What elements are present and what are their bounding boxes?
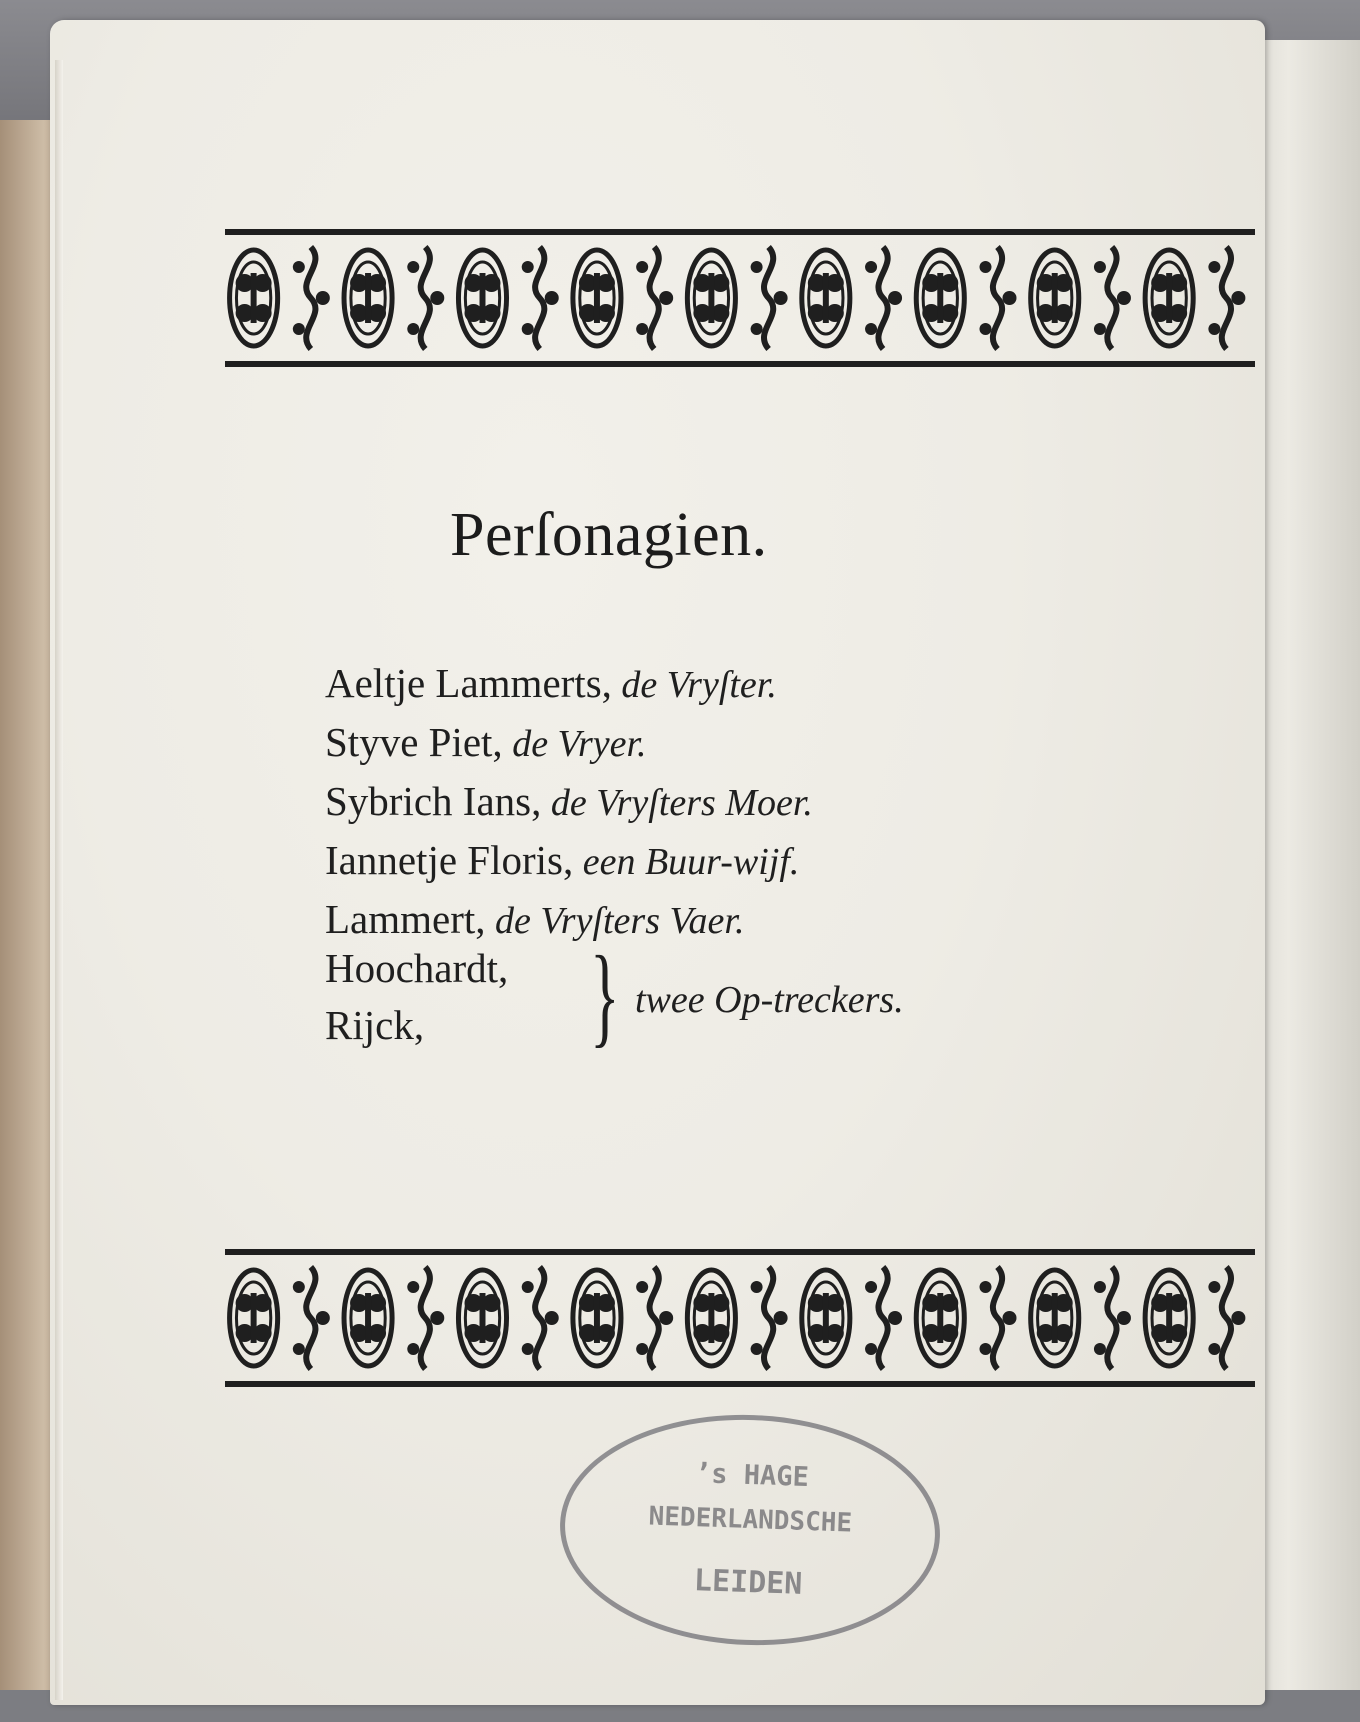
ornament-border-icon — [225, 1245, 1255, 1395]
page-edge-shadow — [55, 60, 63, 1700]
ornament-border-icon — [225, 225, 1255, 375]
cast-name: Styve Piet, — [325, 719, 503, 765]
ornamental-band-top — [225, 225, 1255, 375]
stamp-line: ’s HAGE — [694, 1458, 810, 1494]
ornamental-band-bottom — [225, 1245, 1255, 1395]
cast-entry — [325, 655, 1045, 714]
stamp-line: LEIDEN — [693, 1563, 803, 1602]
brace-icon: } — [590, 934, 620, 1058]
cast-role: de Vryer. — [502, 723, 647, 765]
cast-name: Rijck, — [325, 1002, 425, 1048]
cast-name: Aeltje Lammerts, — [325, 660, 612, 706]
cast-entry — [325, 832, 1045, 891]
cast-name: Iannetje Floris, — [325, 837, 574, 883]
cast-role: de Vryſters Moer. — [541, 782, 813, 824]
cast-role: een Buur-wijf. — [573, 841, 800, 883]
cast-list — [325, 655, 1045, 950]
cast-role: de Vryſters Vaer. — [485, 900, 745, 942]
cast-entry — [325, 773, 1045, 832]
cast-name: Sybrich Ians, — [325, 778, 542, 824]
show-through-text — [440, 80, 455, 149]
cast-name: Lammert, — [325, 896, 486, 942]
stamp-line: NEDERLANDSCHE — [648, 1501, 853, 1539]
cast-name: Hoochardt, — [325, 945, 509, 991]
cast-pair-group — [325, 934, 1045, 1058]
cast-role: twee Op-treckers. — [635, 979, 904, 1021]
page-title: Perſonagien. — [450, 501, 768, 569]
cast-role: de Vryſter. — [611, 664, 777, 706]
cast-entry — [325, 714, 1045, 773]
